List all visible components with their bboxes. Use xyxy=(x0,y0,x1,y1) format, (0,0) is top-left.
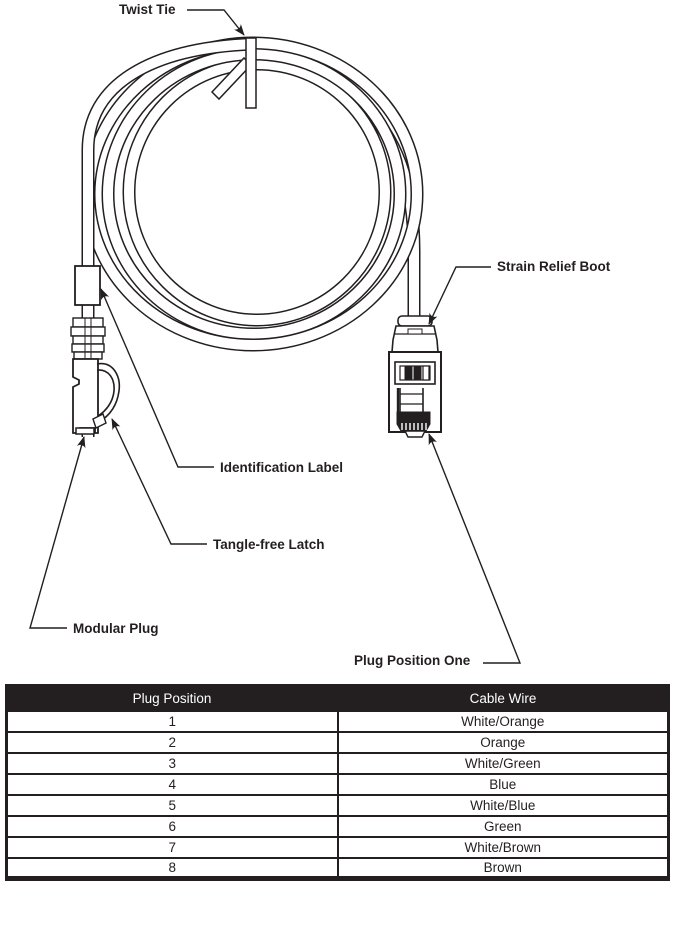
identification-label-sleeve xyxy=(75,266,100,305)
strain-relief-boot-label: Strain Relief Boot xyxy=(497,259,611,274)
table-header-row xyxy=(7,686,669,711)
leader-modular-plug xyxy=(30,437,84,628)
table-row xyxy=(7,711,669,732)
cell-plug-position: 8 xyxy=(7,858,338,879)
plug-position-one-label: Plug Position One xyxy=(354,653,471,668)
cell-plug-position: 2 xyxy=(7,732,338,753)
leader-tangle-free-latch xyxy=(112,419,207,544)
table-row xyxy=(7,795,669,816)
plug-position-cable-wire-table xyxy=(5,684,670,881)
cell-cable-wire: White/Blue xyxy=(338,795,669,816)
twist-tie-label: Twist Tie xyxy=(119,2,176,17)
table-row xyxy=(7,858,669,879)
cell-cable-wire: Brown xyxy=(338,858,669,879)
identification-label-label: Identification Label xyxy=(220,460,344,475)
leader-twist-tie xyxy=(187,10,244,35)
cell-plug-position: 7 xyxy=(7,837,338,858)
cell-cable-wire: Blue xyxy=(338,774,669,795)
cell-plug-position: 5 xyxy=(7,795,338,816)
plug-position-one-contacts xyxy=(397,412,430,437)
wiring-table-container xyxy=(5,684,670,881)
right-plug xyxy=(389,316,441,437)
tangle-free-latch-label: Tangle-free Latch xyxy=(213,537,325,552)
modular-plug-label: Modular Plug xyxy=(73,621,159,636)
cell-plug-position: 3 xyxy=(7,753,338,774)
cell-cable-wire: White/Green xyxy=(338,753,669,774)
right-strain-relief-boot xyxy=(392,316,438,352)
left-modular-plug xyxy=(71,266,119,434)
leader-strain-relief-boot xyxy=(429,267,491,324)
cell-plug-position: 6 xyxy=(7,816,338,837)
table-row xyxy=(7,837,669,858)
header-plug-position: Plug Position xyxy=(7,686,338,711)
leader-plug-position-one xyxy=(429,434,520,663)
left-strain-relief xyxy=(71,318,105,359)
table-row xyxy=(7,816,669,837)
cell-cable-wire: White/Brown xyxy=(338,837,669,858)
cell-cable-wire: Green xyxy=(338,816,669,837)
cell-plug-position: 1 xyxy=(7,711,338,732)
cell-cable-wire: Orange xyxy=(338,732,669,753)
table-row xyxy=(7,774,669,795)
table-row xyxy=(7,732,669,753)
cell-plug-position: 4 xyxy=(7,774,338,795)
table-row xyxy=(7,753,669,774)
cell-cable-wire: White/Orange xyxy=(338,711,669,732)
header-cable-wire: Cable Wire xyxy=(338,686,669,711)
